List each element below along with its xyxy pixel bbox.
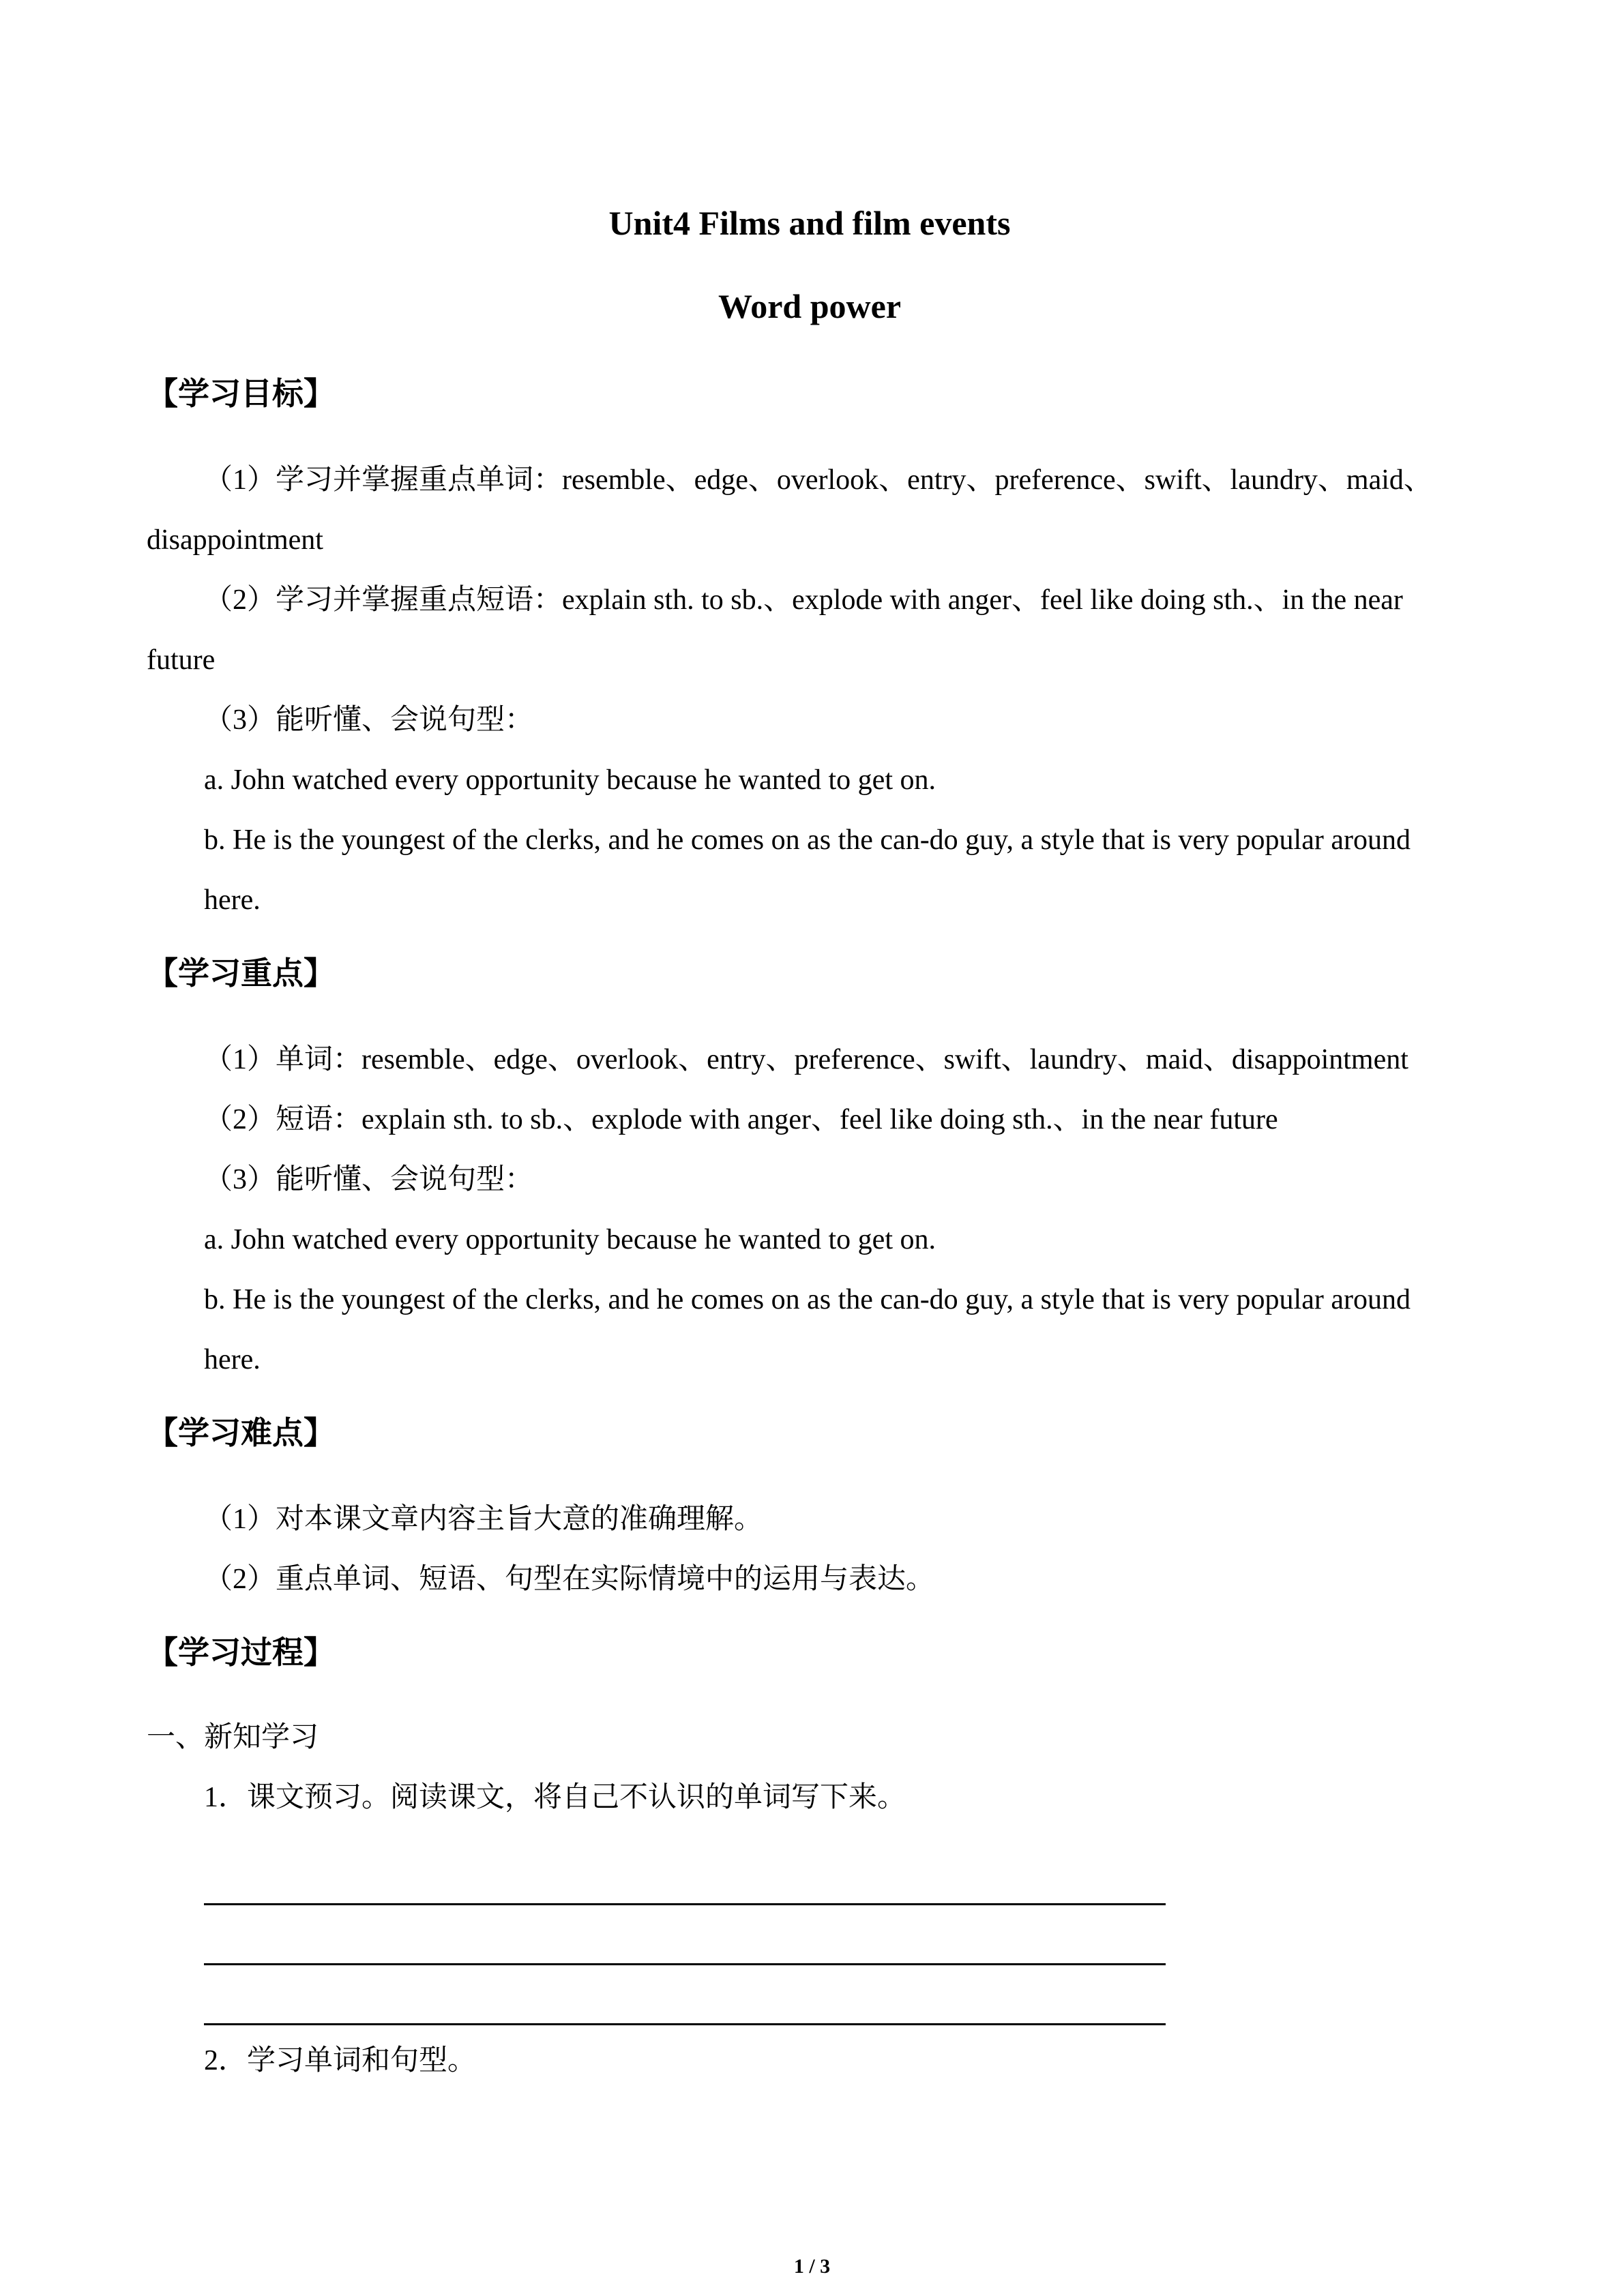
process-step-2: 2．学习单词和句型。: [204, 2045, 477, 2076]
fill-in-blanks: [147, 1845, 1473, 2025]
blank-line: [204, 1905, 1166, 1965]
key-points-item-1: （1）单词：resemble、edge、overlook、entry、preference、swift、laundry、maid、disappointment: [204, 1044, 1408, 1075]
page-number: 1 / 3: [793, 2255, 831, 2278]
objectives-sentence-b: b. He is the youngest of the clerks, and he comes on as the can-do guy, a style that is very popular around here.: [204, 824, 1411, 916]
difficulties-item-1: （1）对本课文章内容主旨大意的准确理解。: [204, 1504, 763, 1535]
objectives-item-3: （3）能听懂、会说句型：: [204, 704, 534, 736]
difficulties-section: [147, 1412, 1473, 1609]
objectives-sentence-a: a. John watched every opportunity because he wanted to get on.: [204, 764, 936, 796]
doc-title: Unit4 Films and film events: [608, 204, 1011, 242]
key-points-sentence-a: a. John watched every opportunity because he wanted to get on.: [204, 1224, 936, 1255]
key-points-section-header: 【学习重点】: [147, 956, 335, 991]
objectives-item-2: （2）学习并掌握重点短语：explain sth. to sb.、explode with anger、feel like doing sth.、in the near future: [147, 584, 1403, 676]
process-section: [147, 1631, 1473, 2091]
difficulties-item-2: （2）重点单词、短语、句型在实际情境中的运用与表达。: [204, 1564, 935, 1595]
doc-subtitle: Word power: [718, 287, 902, 325]
objectives-section-header: 【学习目标】: [147, 376, 335, 411]
objectives-item-1: （1）学习并掌握重点单词：resemble、edge、overlook、entry、preference、swift、laundry、maid、disappointment: [147, 464, 1432, 556]
key-points-section: [147, 952, 1473, 1390]
objectives-section: [147, 372, 1473, 930]
key-points-item-3: （3）能听懂、会说句型：: [204, 1164, 534, 1195]
process-part-1: 一、新知学习: [147, 1722, 319, 1753]
key-points-sentence-b: b. He is the youngest of the clerks, and he comes on as the can-do guy, a style that is very popular around here.: [204, 1284, 1411, 1375]
difficulties-section-header: 【学习难点】: [147, 1416, 335, 1450]
blank-line: [204, 1965, 1166, 2025]
key-points-item-2: （2）短语：explain sth. to sb.、explode with anger、feel like doing sth.、in the near future: [204, 1104, 1278, 1135]
blank-line: [204, 1845, 1166, 1905]
process-step-1: 1．课文预习。阅读课文，将自己不认识的单词写下来。: [204, 1782, 906, 1813]
process-section-header: 【学习过程】: [147, 1635, 335, 1670]
